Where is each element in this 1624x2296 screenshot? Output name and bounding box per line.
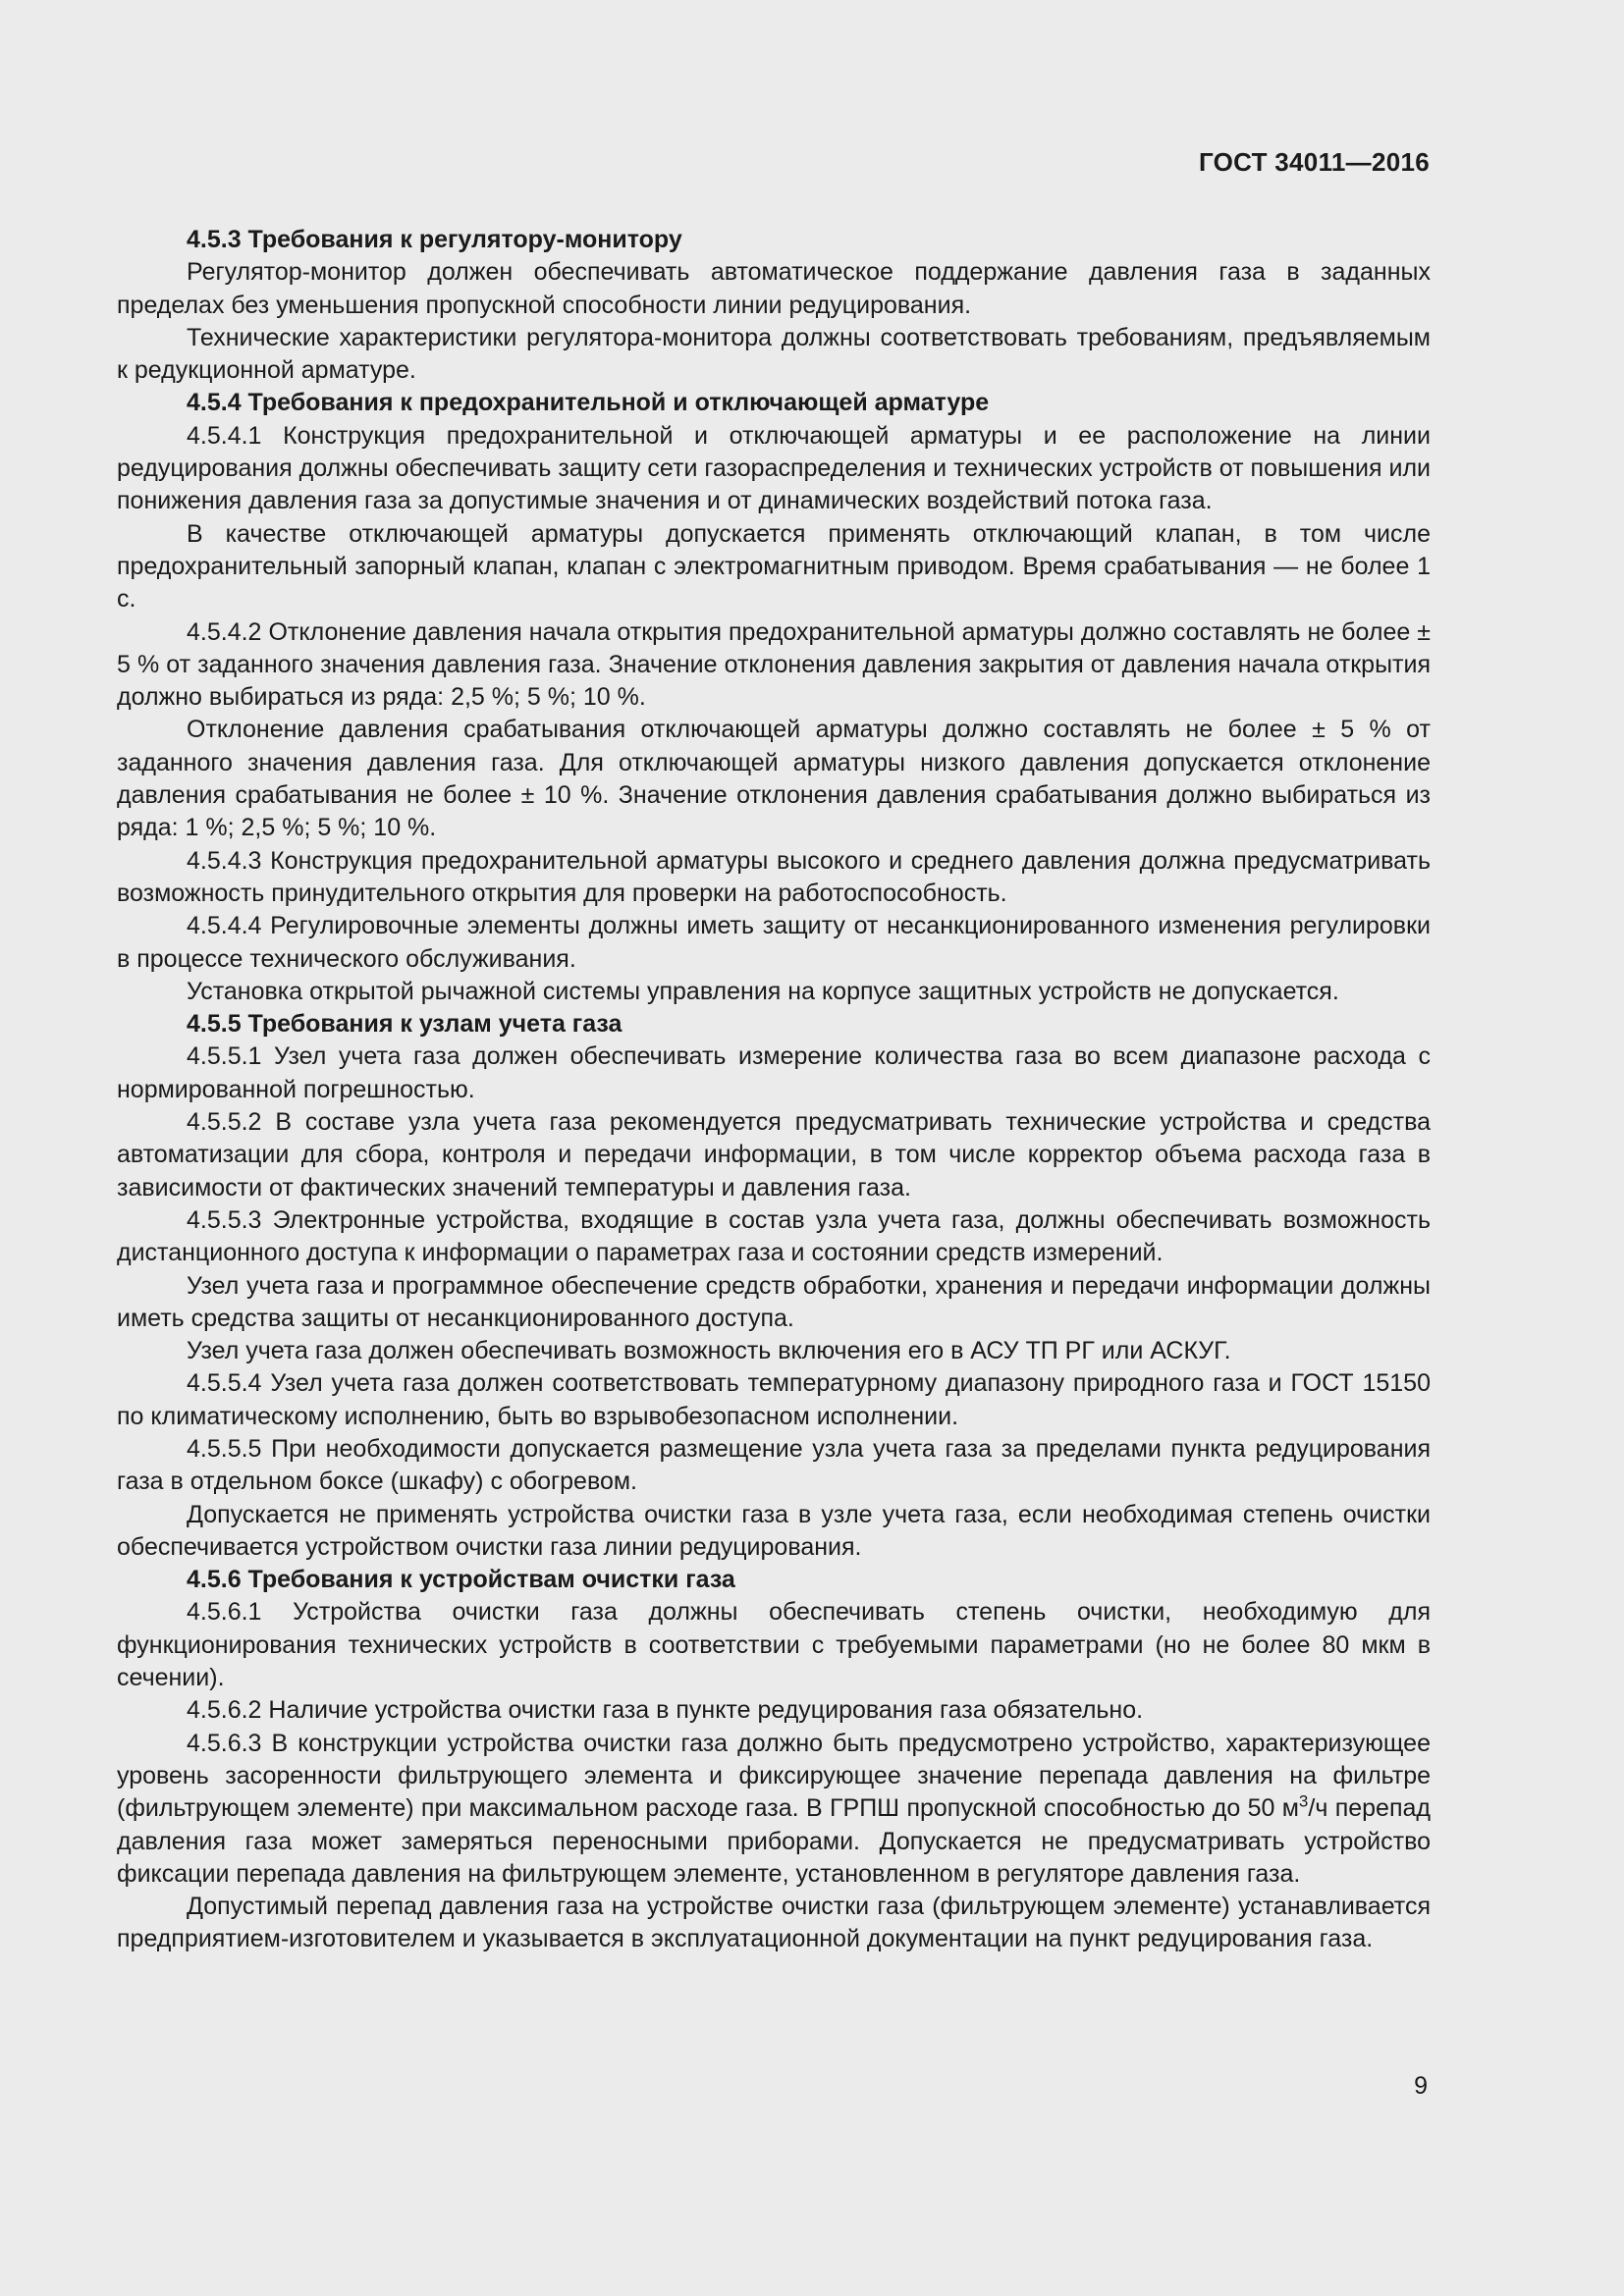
paragraph: 4.5.4.2 Отклонение давления начала открытия предохранительной арматуры должно составлять не более ± 5 % от заданного значения давления газа. Значение отклонения давления закрытия от давления начала открытия должно выбираться из ряда: 2,5 %; 5 %; 10 %. xyxy=(117,617,1431,712)
document-body xyxy=(117,224,1431,1956)
paragraph-text: 4.5.6.3 В конструкции устройства очистки газа должно быть предусмотрено устройство, характеризующее уровень засоренности фильтрующего элемента и фиксирующее значение перепада давления на фильтре (фильтрующем элементе) при максимальном расходе газа. В ГРПШ пропускной способностью до 50 м xyxy=(117,1729,1431,1823)
paragraph-text: /ч перепад давления газа может замеряться переносными приборами. Допускается не предусматривать устройство фиксации перепада давления на фильтрующем элементе, установленном в регуляторе давления газа. xyxy=(117,1794,1431,1888)
paragraph: 4.5.5.5 При необходимости допускается размещение узла учета газа за пределами пункта редуцирования газа в отдельном боксе (шкафу) с обогревом. xyxy=(117,1434,1431,1496)
paragraph: Узел учета газа должен обеспечивать возможность включения его в АСУ ТП РГ или АСКУГ. xyxy=(187,1337,1231,1365)
paragraph: Регулятор-монитор должен обеспечивать автоматическое поддержание давления газа в заданных пределах без уменьшения пропускной способности линии редуцирования. xyxy=(117,258,1431,319)
paragraph: 4.5.6.1 Устройства очистки газа должны обеспечивать степень очистки, необходимую для функционирования технических устройств в соответствии с требуемыми параметрами (но не более 80 мкм в сечении). xyxy=(117,1598,1431,1692)
paragraph: 4.5.5.1 Узел учета газа должен обеспечивать измерение количества газа во всем диапазоне расхода с нормированной погрешностью. xyxy=(117,1042,1431,1103)
section-heading-4-5-6: 4.5.6 Требования к устройствам очистки газа xyxy=(187,1566,735,1594)
paragraph xyxy=(117,1728,1431,1891)
page-number: 9 xyxy=(1414,2072,1428,2100)
paragraph: Узел учета газа и программное обеспечение средств обработки, хранения и передачи информации должны иметь средства защиты от несанкционированного доступа. xyxy=(117,1271,1431,1332)
paragraph: 4.5.5.3 Электронные устройства, входящие в состав узла учета газа, должны обеспечивать возможность дистанционного доступа к информации о параметрах газа и состоянии средств измерений. xyxy=(117,1205,1431,1267)
paragraph: Отклонение давления срабатывания отключающей арматуры должно составлять не более ± 5 % от заданного значения давления газа. Для отключающей арматуры низкого давления допускается отклонение давления срабатывания не более ± 10 %. Значение отклонения давления срабатывания должно выбираться из ряда: 1 %; 2,5 %; 5 %; 10 %. xyxy=(117,716,1431,842)
superscript: 3 xyxy=(1298,1791,1309,1811)
paragraph: Допустимый перепад давления газа на устройстве очистки газа (фильтрующем элементе) устанавливается предприятием-изготовителем и указывается в эксплуатационной документации на пункт редуцирования газа. xyxy=(117,1893,1431,1953)
paragraph: 4.5.5.4 Узел учета газа должен соответствовать температурному диапазону природного газа и ГОСТ 15150 по климатическому исполнению, быть во взрывобезопасном исполнении. xyxy=(117,1369,1431,1430)
paragraph: 4.5.4.4 Регулировочные элементы должны иметь защиту от несанкционированного изменения регулировки в процессе технического обслуживания. xyxy=(117,912,1431,973)
paragraph: Допускается не применять устройства очистки газа в узле учета газа, если необходимая степень очистки обеспечивается устройством очистки газа линии редуцирования. xyxy=(117,1500,1431,1561)
paragraph: Установка открытой рычажной системы управления на корпусе защитных устройств не допускается. xyxy=(187,977,1339,1005)
paragraph: Технические характеристики регулятора-монитора должны соответствовать требованиям, предъявляемым к редукционной арматуре. xyxy=(117,323,1431,385)
paragraph: 4.5.5.2 В составе узла учета газа рекомендуется предусматривать технические устройства и средства автоматизации для сбора, контроля и передачи информации, в том числе корректор объема расхода газа в зависимости от фактических значений температуры и давления газа. xyxy=(117,1108,1431,1201)
paragraph: В качестве отключающей арматуры допускается применять отключающий клапан, в том числе предохранительный запорный клапан, клапан с электромагнитным приводом. Время срабатывания — не более 1 с. xyxy=(117,519,1431,614)
section-heading-4-5-3: 4.5.3 Требования к регулятору-монитору xyxy=(187,226,682,253)
paragraph: 4.5.6.2 Наличие устройства очистки газа в пункте редуцирования газа обязательно. xyxy=(187,1696,1144,1725)
paragraph: 4.5.4.1 Конструкция предохранительной и отключающей арматуры и ее расположение на линии редуцирования должны обеспечивать защиту сети газораспределения и технических устройств от повышения или понижения давления газа за допустимые значения и от динамических воздействий потока газа. xyxy=(117,421,1431,515)
section-heading-4-5-5: 4.5.5 Требования к узлам учета газа xyxy=(187,1010,623,1039)
standard-header: ГОСТ 34011—2016 xyxy=(1198,147,1430,177)
paragraph: 4.5.4.3 Конструкция предохранительной арматуры высокого и среднего давления должна предусматривать возможность принудительного открытия для проверки на работоспособность. xyxy=(117,846,1431,907)
section-heading-4-5-4: 4.5.4 Требования к предохранительной и отключающей арматуре xyxy=(187,389,990,417)
